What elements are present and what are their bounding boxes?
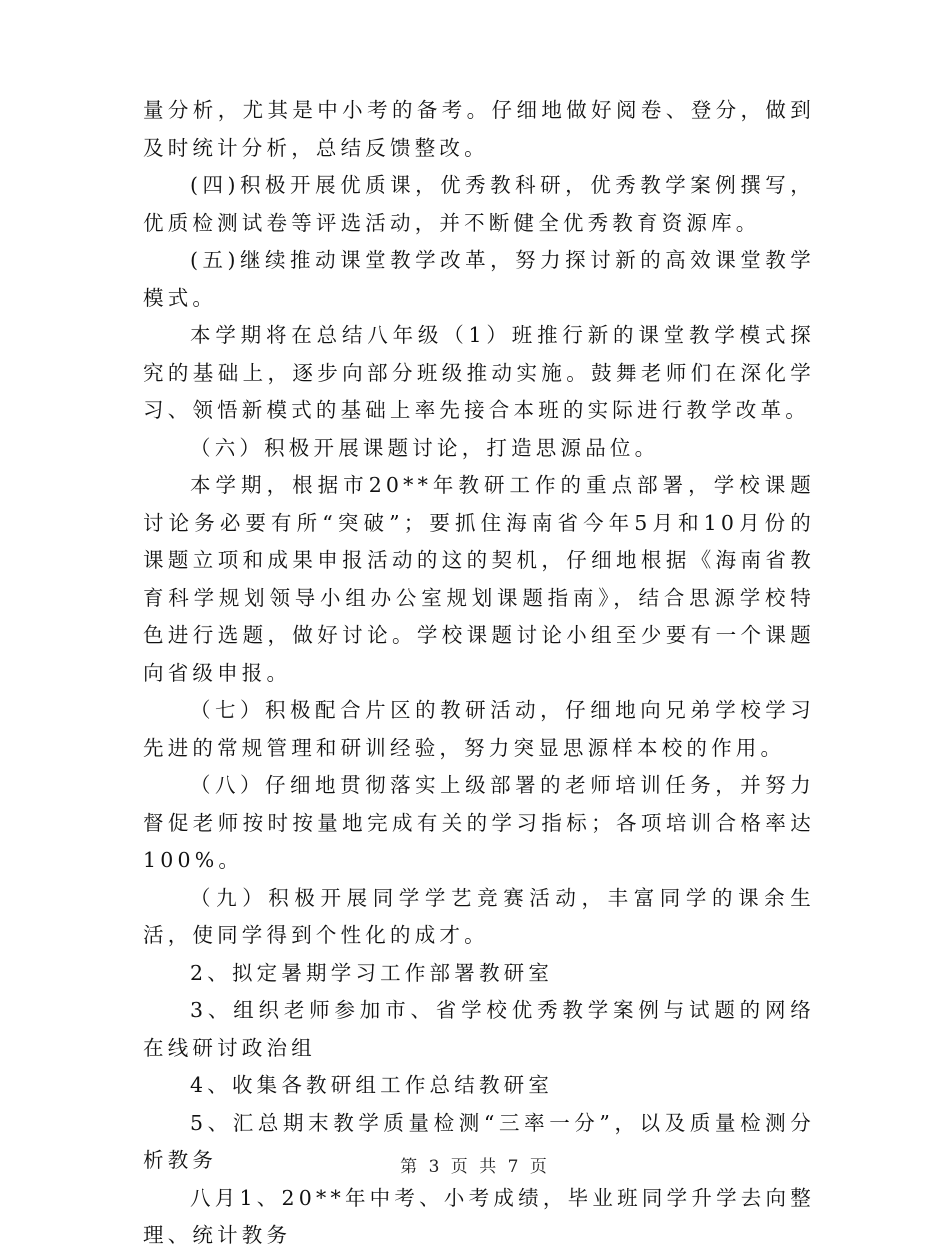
paragraph-3: (五)继续推动课堂教学改革，努力探讨新的高效课堂教学模式。 bbox=[143, 248, 815, 310]
paragraph-11: 3、组织老师参加市、省学校优秀教学案例与试题的网络在线研讨政治组 bbox=[143, 998, 815, 1060]
paragraph-2: (四)积极开展优质课，优秀教科研，优秀教学案例撰写，优质检测试卷等评选活动，并不断健全优秀教育资源库。 bbox=[143, 173, 815, 235]
paragraph-10: 2、拟定暑期学习工作部署教研室 bbox=[190, 960, 554, 985]
paragraph-5: （六）积极开展课题讨论，打造思源品位。 bbox=[190, 435, 660, 460]
document-body bbox=[143, 92, 815, 1255]
page-footer: 第 3 页 共 7 页 bbox=[400, 1157, 550, 1177]
paragraph-7: （七）积极配合片区的教研活动，仔细地向兄弟学校学习先进的常规管理和研训经验，努力突显思源样本校的作用。 bbox=[143, 698, 815, 760]
paragraph-1: 量分析，尤其是中小考的备考。仔细地做好阅卷、登分，做到及时统计分析，总结反馈整改。 bbox=[143, 98, 815, 160]
paragraph-13: 5、汇总期末教学质量检测“三率一分”，以及质量检测分析教务 bbox=[143, 1110, 815, 1172]
paragraph-8: （八）仔细地贯彻落实上级部署的老师培训任务，并努力督促老师按时按量地完成有关的学习指标；各项培训合格率达100%。 bbox=[143, 773, 815, 872]
paragraph-6: 本学期，根据市20**年教研工作的重点部署，学校课题讨论务必要有所“突破”；要抓住海南省今年5月和10月份的课题立项和成果申报活动的这的契机，仔细地根据《海南省教育科学规划领导小组办公室规划课题指南》，结合思源学校特色进行选题，做好讨论。学校课题讨论小组至少要有一个课题向省级申报。 bbox=[143, 473, 815, 685]
paragraph-4: 本学期将在总结八年级（1）班推行新的课堂教学模式探究的基础上，逐步向部分班级推动实施。鼓舞老师们在深化学习、领悟新模式的基础上率先接合本班的实际进行教学改革。 bbox=[143, 323, 815, 422]
paragraph-14: 八月1、20**年中考、小考成绩，毕业班同学升学去向整理、统计教务 bbox=[143, 1185, 815, 1247]
paragraph-12: 4、收集各教研组工作总结教研室 bbox=[190, 1073, 554, 1097]
paragraph-9: （九）积极开展同学学艺竞赛活动，丰富同学的课余生活，使同学得到个性化的成才。 bbox=[143, 885, 815, 947]
